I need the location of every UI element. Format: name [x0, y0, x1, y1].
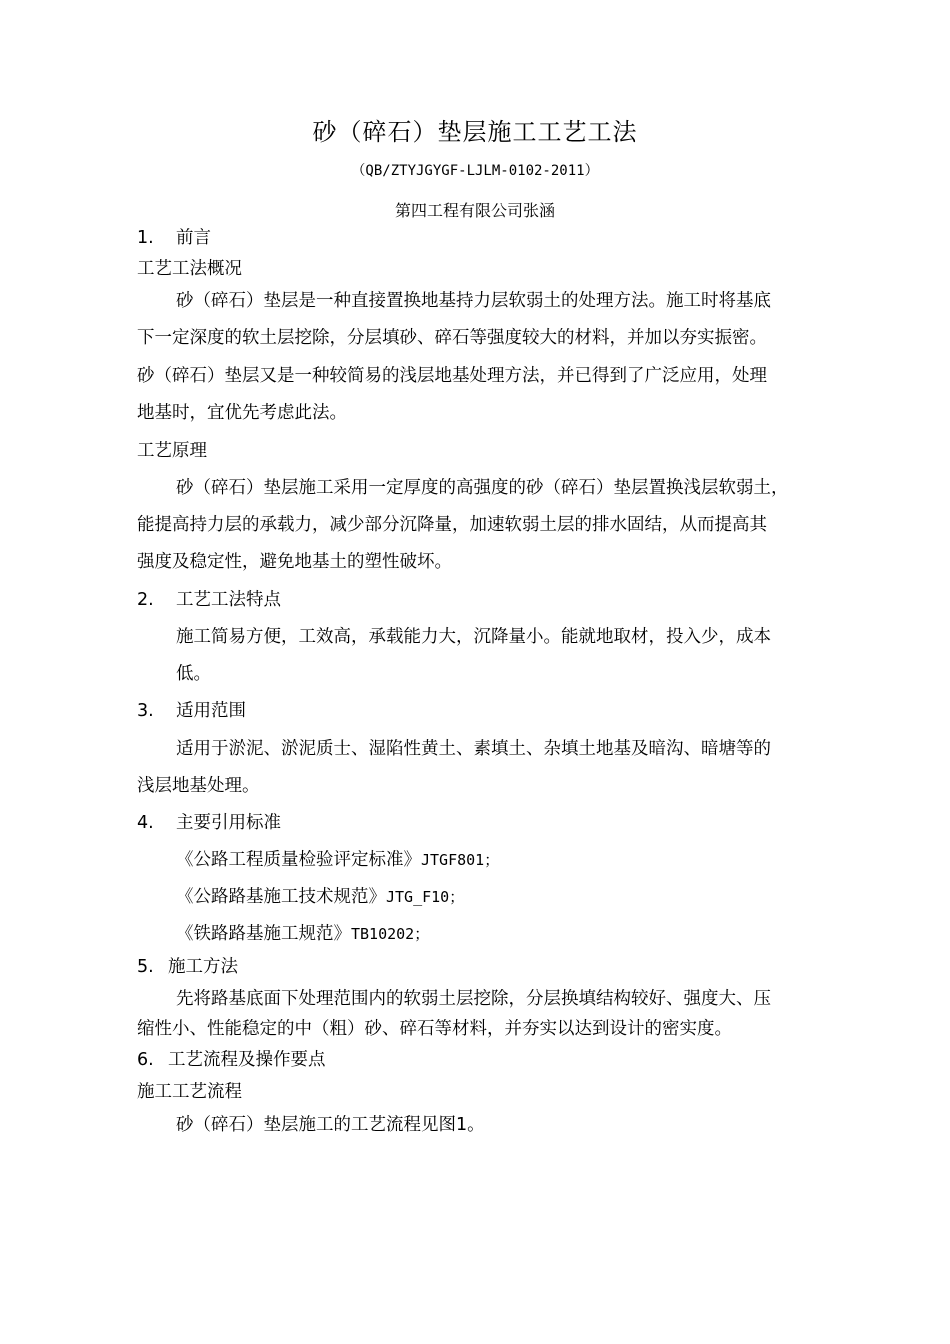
section-title: 适用范围 — [176, 701, 246, 721]
section-1-heading — [137, 226, 211, 250]
section-number: 2. — [137, 590, 154, 610]
principle-heading: 工艺原理 — [137, 441, 207, 461]
section-3-heading — [137, 699, 246, 723]
section-number: 1. — [137, 228, 154, 248]
paragraph-line: 低。 — [176, 664, 211, 684]
paragraph-line: 下一定深度的软土层挖除，分层填砂、碎石等强度较大的材料，并加以夯实振密。 — [137, 328, 767, 348]
section-number: 5. — [137, 957, 154, 977]
section-title: 施工方法 — [168, 957, 238, 977]
section-number: 3. — [137, 701, 154, 721]
document-title: 砂（碎石）垫层施工工艺工法 — [312, 118, 638, 146]
paragraph-line: 强度及稳定性，避免地基土的塑性破坏。 — [137, 552, 452, 572]
standard-code: TB10202； — [351, 925, 430, 943]
section-2-heading — [137, 588, 281, 612]
standard-name: 《公路路基施工技术规范》 — [176, 887, 386, 907]
standard-code: JTG_F10； — [386, 888, 465, 906]
standard-code: （QB/ZTYJGYGF-LJLM-0102-2011） — [351, 163, 599, 179]
section-title: 工艺流程及操作要点 — [168, 1050, 326, 1070]
paragraph-line: 浅层地基处理。 — [137, 776, 260, 796]
standard-item — [176, 922, 429, 946]
section-6-heading — [137, 1048, 326, 1072]
section-title: 前言 — [176, 228, 211, 248]
section-title: 工艺工法特点 — [176, 590, 281, 610]
standard-item — [176, 848, 499, 872]
paragraph-line: 砂（碎石）垫层是一种直接置换地基持力层软弱土的处理方法。施工时将基底 — [176, 291, 771, 311]
section-number: 6. — [137, 1050, 154, 1070]
standard-item — [176, 885, 464, 909]
paragraph-line: 适用于淤泥、淤泥质士、湿陷性黄土、素填土、杂填土地基及暗沟、暗塘等的 — [176, 739, 771, 759]
paragraph-line: 地基时，宜优先考虑此法。 — [137, 403, 347, 423]
overview-heading: 工艺工法概况 — [137, 259, 242, 279]
standard-name: 《公路工程质量检验评定标准》 — [176, 850, 421, 870]
standard-name: 《铁路路基施工规范》 — [176, 924, 351, 944]
paragraph-line: 砂（碎石）垫层施工采用一定厚度的高强度的砂（碎石）垫层置换浅层软弱土， — [176, 478, 789, 498]
section-title: 主要引用标准 — [176, 813, 281, 833]
paragraph-line: 能提高持力层的承载力，减少部分沉降量，加速软弱土层的排水固结，从而提高其 — [137, 515, 767, 535]
paragraph-line: 施工简易方便，工效高，承载能力大，沉降量小。能就地取材，投入少，成本 — [176, 627, 771, 647]
flow-heading: 施工工艺流程 — [137, 1082, 242, 1102]
paragraph-line: 砂（碎石）垫层又是一种较简易的浅层地基处理方法，并已得到了广泛应用，处理 — [137, 366, 767, 386]
paragraph-line: 缩性小、性能稳定的中（粗）砂、碎石等材料，并夯实以达到设计的密实度。 — [137, 1019, 732, 1039]
paragraph-line: 砂（碎石）垫层施工的工艺流程见图1。 — [176, 1115, 485, 1135]
standard-code: JTGF801； — [421, 851, 500, 869]
paragraph-line: 先将路基底面下处理范围内的软弱土层挖除，分层换填结构较好、强度大、压 — [176, 989, 771, 1009]
section-5-heading — [137, 955, 238, 979]
section-number: 4. — [137, 813, 154, 833]
author-line: 第四工程有限公司张涵 — [394, 201, 555, 220]
section-4-heading — [137, 811, 281, 835]
